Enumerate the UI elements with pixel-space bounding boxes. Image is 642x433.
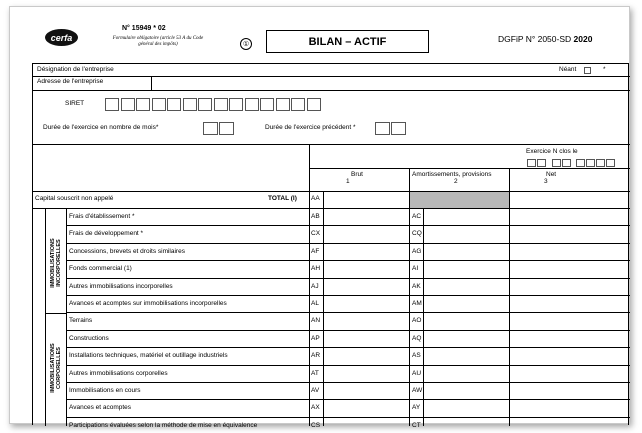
- siret-digit-box[interactable]: [198, 98, 212, 111]
- neant-label: Néant: [559, 66, 577, 73]
- form-reference-code: DGFiP N° 2050-SD: [498, 34, 572, 44]
- col-divider: [509, 168, 510, 426]
- net-number: 3: [544, 178, 548, 185]
- row-brut-input[interactable]: [325, 226, 408, 241]
- row-amort-input[interactable]: [425, 348, 508, 363]
- neant-checkbox[interactable]: [584, 67, 591, 74]
- row-code-amort: AG: [412, 247, 422, 255]
- row-code-brut: AF: [311, 247, 320, 255]
- siret-digit-box[interactable]: [105, 98, 119, 111]
- amort-header: Amortissements, provisions: [412, 171, 492, 178]
- duration-box-2[interactable]: [219, 122, 234, 135]
- row-amort-input[interactable]: [425, 366, 508, 381]
- row-amort-input[interactable]: [425, 279, 508, 294]
- divider: [151, 76, 152, 90]
- row-code-brut: AN: [311, 317, 321, 325]
- form-reference-year: 2020: [573, 34, 593, 44]
- capital-code: AA: [311, 195, 320, 202]
- previous-duration-box-2[interactable]: [391, 122, 406, 135]
- divider: [33, 90, 630, 91]
- form-number: N° 15949 * 02: [122, 25, 166, 32]
- row-label: Fonds commercial (1): [69, 265, 132, 273]
- shaded-cell: [410, 192, 509, 208]
- row-net-input[interactable]: [511, 279, 627, 294]
- brut-header: Brut: [351, 171, 363, 178]
- row-code-amort: CQ: [412, 230, 422, 238]
- row-brut-input[interactable]: [325, 209, 408, 224]
- divider: [33, 191, 630, 192]
- amort-number: 2: [454, 178, 458, 185]
- brut-number: 1: [346, 178, 350, 185]
- row-code-amort: AC: [412, 213, 422, 220]
- exercise-date-digit-box[interactable]: [562, 159, 571, 167]
- row-label: Concessions, brevets et droits similaires: [69, 247, 185, 255]
- gutter-divider: [66, 208, 67, 426]
- row-code-brut: AT: [311, 369, 319, 377]
- row-amort-input[interactable]: [425, 400, 508, 415]
- row-label: Immobilisations en cours: [69, 387, 141, 394]
- section-label-line: CORPORELLES: [56, 347, 62, 389]
- row-label: Frais de développement *: [69, 230, 144, 238]
- row-code-brut: AX: [311, 404, 320, 412]
- section-label-line: IMMOBILISATIONS: [50, 238, 56, 288]
- row-brut-input[interactable]: [325, 366, 408, 381]
- row-amort-input[interactable]: [425, 383, 508, 398]
- exercise-date-digit-box[interactable]: [576, 159, 585, 167]
- row-net-input[interactable]: [511, 296, 627, 311]
- exercise-date-digit-box[interactable]: [552, 159, 561, 167]
- capital-label: Capital souscrit non appelé: [35, 195, 114, 202]
- row-net-input[interactable]: [511, 348, 627, 363]
- siret-digit-box[interactable]: [276, 98, 290, 111]
- row-amort-input[interactable]: [425, 261, 508, 276]
- row-net-input[interactable]: [511, 366, 627, 381]
- row-brut-input[interactable]: [325, 244, 408, 259]
- row-code-amort: AO: [412, 317, 422, 325]
- section-label-line: IMMOBILISATIONS: [50, 343, 56, 393]
- duration-label: Durée de l'exercice en nombre de mois*: [43, 124, 159, 131]
- row-code-brut: AL: [311, 300, 319, 307]
- row-brut-input[interactable]: [325, 348, 408, 363]
- siret-digit-box[interactable]: [121, 98, 135, 111]
- divider: [33, 144, 630, 145]
- row-code-amort: CT: [412, 421, 421, 429]
- row-label: Frais d'établissement *: [69, 213, 135, 220]
- gutter-divider: [45, 208, 46, 426]
- previous-duration-box-1[interactable]: [375, 122, 390, 135]
- row-label: Avances et acomptes sur immobilisations incorporelles: [69, 300, 227, 307]
- row-code-amort: AY: [412, 404, 421, 412]
- siret-digit-box[interactable]: [152, 98, 166, 111]
- row-net-input[interactable]: [511, 209, 627, 224]
- row-code-brut: CX: [311, 230, 321, 238]
- exercise-date-digit-box[interactable]: [527, 159, 536, 167]
- row-code-amort: AQ: [412, 334, 422, 342]
- row-code-amort: AW: [412, 387, 423, 394]
- row-net-input[interactable]: [511, 331, 627, 346]
- siret-digit-box[interactable]: [214, 98, 228, 111]
- net-header: Net: [546, 171, 557, 178]
- row-code-brut: AR: [311, 352, 321, 360]
- row-code-amort: AU: [412, 369, 422, 377]
- row-label: Participations évaluées selon la méthode de mise en équivalence: [69, 421, 258, 429]
- row-amort-input[interactable]: [425, 226, 508, 241]
- capital-brut-input[interactable]: [325, 193, 408, 207]
- cerfa-logo: cerfa: [45, 29, 78, 46]
- siret-digit-box[interactable]: [167, 98, 181, 111]
- row-code-brut: AV: [311, 387, 320, 394]
- capital-net-input[interactable]: [511, 193, 627, 207]
- row-label: Installations techniques, matériel et outillage industriels: [69, 352, 228, 360]
- siret-digit-box[interactable]: [229, 98, 243, 111]
- form-reference: [498, 34, 592, 44]
- row-code-amort: AS: [412, 352, 421, 360]
- row-brut-input[interactable]: [325, 383, 408, 398]
- row-net-input[interactable]: [511, 244, 627, 259]
- row-label: Terrains: [69, 317, 93, 325]
- row-label: Avances et acomptes: [69, 404, 132, 412]
- row-brut-input[interactable]: [325, 313, 408, 328]
- row-amort-input[interactable]: [425, 209, 508, 224]
- row-label: Autres immobilisations incorporelles: [69, 282, 173, 290]
- row-brut-input[interactable]: [325, 279, 408, 294]
- siret-digit-box[interactable]: [291, 98, 305, 111]
- row-label: Constructions: [69, 334, 109, 342]
- balance-sheet-form: [32, 63, 629, 429]
- row-code-brut: AP: [311, 334, 320, 342]
- row-code-amort: AI: [412, 265, 419, 273]
- siret-digit-box[interactable]: [183, 98, 197, 111]
- row-code-amort: AK: [412, 282, 421, 290]
- row-code-brut: AH: [311, 265, 321, 273]
- section-label-incorporelles: [50, 218, 62, 308]
- row-net-input[interactable]: [511, 313, 627, 328]
- page-number-badge: ①: [240, 38, 252, 50]
- siret-digit-box[interactable]: [136, 98, 150, 111]
- exercise-date-digit-box[interactable]: [537, 159, 546, 167]
- designation-field[interactable]: [145, 65, 550, 74]
- code-divider: [423, 208, 424, 426]
- row-brut-input[interactable]: [325, 331, 408, 346]
- row-brut-input[interactable]: [325, 296, 408, 311]
- row-brut-input[interactable]: [325, 261, 408, 276]
- row-brut-input[interactable]: [325, 418, 408, 433]
- previous-duration-label: Durée de l'exercice précédent *: [265, 124, 356, 131]
- total-label: TOTAL (I): [268, 195, 297, 202]
- siret-label: SIRET: [65, 100, 85, 107]
- siret-digit-box[interactable]: [307, 98, 321, 111]
- exercise-date-digit-box[interactable]: [586, 159, 595, 167]
- document-title: BILAN – ACTIF: [266, 30, 429, 53]
- address-label: Adresse de l'entreprise: [37, 78, 104, 85]
- address-field[interactable]: [155, 77, 625, 89]
- exercise-date-digit-box[interactable]: [596, 159, 605, 167]
- row-code-brut: AJ: [311, 282, 319, 290]
- siret-digit-box[interactable]: [260, 98, 274, 111]
- form-note: Formulaire obligatoire (article 53 A du Code général des impôts): [112, 36, 204, 47]
- row-code-brut: AB: [311, 213, 320, 220]
- row-label: Autres immobilisations corporelles: [69, 369, 168, 377]
- section-divider: [45, 313, 66, 314]
- row-net-input[interactable]: [511, 418, 627, 433]
- row-amort-input[interactable]: [425, 296, 508, 311]
- row-amort-input[interactable]: [425, 244, 508, 259]
- neant-asterisk: *: [603, 66, 606, 73]
- section-label-corporelles: [50, 323, 62, 413]
- row-amort-input[interactable]: [425, 331, 508, 346]
- row-code-amort: AM: [412, 300, 422, 307]
- col-divider: [309, 144, 310, 426]
- row-net-input[interactable]: [511, 261, 627, 276]
- row-net-input[interactable]: [511, 383, 627, 398]
- row-brut-input[interactable]: [325, 400, 408, 415]
- row-amort-input[interactable]: [425, 313, 508, 328]
- exercise-label: Exercice N clos le: [526, 148, 578, 155]
- siret-digit-box[interactable]: [245, 98, 259, 111]
- row-net-input[interactable]: [511, 226, 627, 241]
- row-code-brut: CS: [311, 421, 321, 429]
- duration-box-1[interactable]: [203, 122, 218, 135]
- row-net-input[interactable]: [511, 400, 627, 415]
- divider: [309, 168, 630, 169]
- row-amort-input[interactable]: [425, 418, 508, 433]
- section-label-line: INCORPORELLES: [56, 239, 62, 287]
- designation-label: Désignation de l'entreprise: [37, 66, 114, 73]
- form-sheet: [9, 6, 630, 429]
- exercise-date-digit-box[interactable]: [606, 159, 615, 167]
